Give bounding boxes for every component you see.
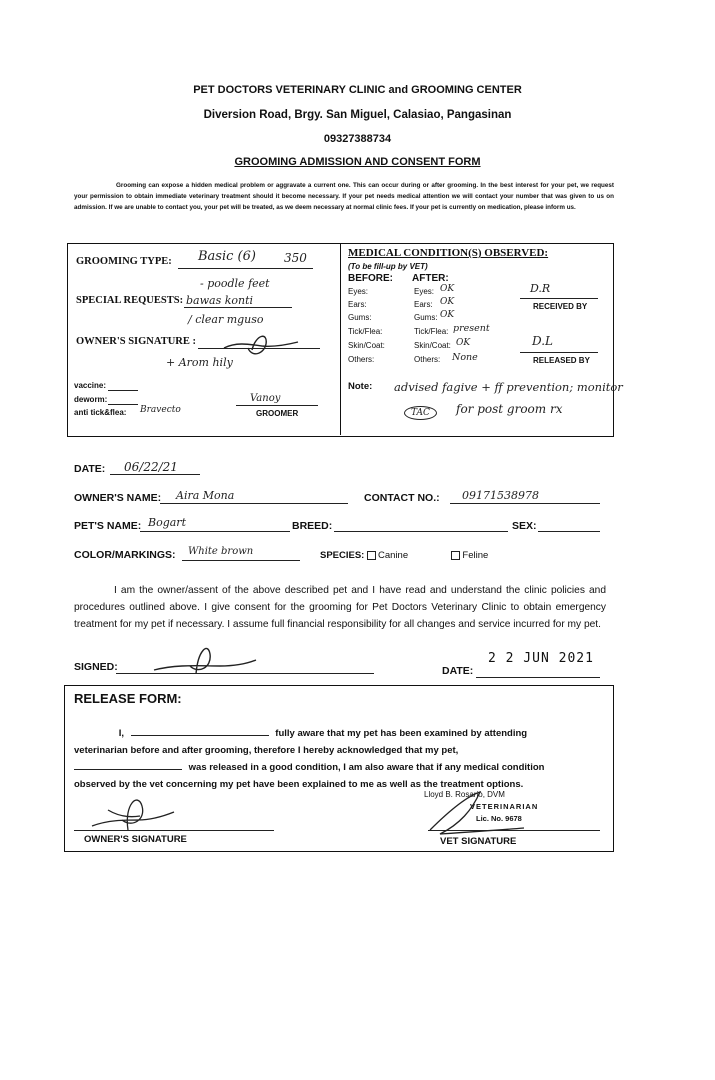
before-eyes: Eyes: (348, 287, 369, 296)
after-label: AFTER: (412, 273, 449, 284)
breed-line (334, 531, 508, 532)
owner-signature-label: OWNER'S SIGNATURE : (76, 336, 196, 347)
medical-title: MEDICAL CONDITION(S) OBSERVED: (348, 247, 549, 259)
signed-label: SIGNED: (74, 661, 118, 673)
grooming-notice: Grooming can expose a hidden medical problem or aggravate a current one. This can occur during or after grooming. In the best interest for your pet, we request your permission to obtain immediate veterinary treatment should it become necessary. If your pet needs medical attention we will contact your number that was given to us on admission. If we are unable to contact you, your pet will be treated, as we deem necessary at normal clinic fees. If your pet is currently on medication, please inform us. (74, 182, 614, 211)
owner-release-signature-line (74, 830, 274, 831)
received-by-line (520, 298, 598, 299)
grooming-price: 350 (284, 251, 307, 265)
owner-name-label: OWNER'S NAME: (74, 492, 162, 504)
released-by-line (520, 352, 598, 353)
form-title: GROOMING ADMISSION AND CONSENT FORM (234, 156, 481, 168)
special-requests-line (184, 307, 292, 308)
date-value: 06/22/21 (124, 460, 178, 474)
deworm-line (108, 404, 138, 405)
release-owner-blank (131, 735, 269, 736)
after-ears: Ears: (414, 300, 433, 309)
note-label: Note: (348, 381, 373, 392)
sex-line (538, 531, 600, 532)
before-label: BEFORE: (348, 273, 393, 284)
owner-release-signature-scribble-icon (88, 790, 178, 835)
color-markings-line (182, 560, 300, 561)
consent-text: I am the owner/assent of the above described pet and I have read and understand the clinic policies and procedures outlined above. I give consent for the grooming for Pet Doctors Veterinary Clinic to obtain emergency treatment for my pet if necessary. I assume full financial responsibility for all changes and service incurred for my pet. (74, 585, 606, 630)
release-line-3-text: was released in a good condition, I am also aware that if any medical condition (188, 762, 545, 773)
date-line (110, 474, 200, 475)
vet-signature-label: VET SIGNATURE (440, 836, 517, 847)
clinic-name: PET DOCTORS VETERINARY CLINIC and GROOMING CENTER (193, 84, 522, 96)
vet-stamp-name: Lloyd B. Rosario, DVM (424, 790, 505, 799)
after-ears-value: OK (440, 297, 455, 307)
owner-release-signature-label: OWNER'S SIGNATURE (84, 834, 187, 845)
consent-date-stamp: 2 2 JUN 2021 (488, 651, 594, 666)
before-others: Others: (348, 355, 375, 364)
medical-subtitle: (To be fill-up by VET) (348, 262, 428, 271)
after-tick-flea: Tick/Flea: (414, 327, 449, 336)
release-i-label: I, (118, 728, 124, 739)
anti-tick-label: anti tick&flea: (74, 408, 127, 417)
extra-grooming-note: + Arom hily (166, 356, 233, 369)
grooming-type-label: GROOMING TYPE: (76, 256, 172, 267)
grooming-type-value: Basic (6) (198, 249, 256, 264)
before-tick-flea: Tick/Flea: (348, 327, 383, 336)
after-others-value: None (452, 352, 478, 363)
release-line-1-text: fully aware that my pet has been examined by attending (275, 728, 528, 739)
contact-value: 09171538978 (462, 489, 539, 502)
owner-name-line (160, 503, 348, 504)
color-markings-value: White brown (188, 546, 254, 557)
deworm-label: deworm: (74, 395, 108, 404)
release-line-2: veterinarian before and after grooming, therefore I hereby acknowledged that my pet, (74, 745, 459, 756)
after-eyes: Eyes: (414, 287, 435, 296)
pet-name-label: PET'S NAME: (74, 520, 142, 532)
vet-signature-line (428, 830, 600, 831)
color-markings-label: COLOR/MARKINGS: (74, 549, 176, 561)
date-label: DATE: (74, 463, 106, 475)
before-skin-coat: Skin/Coat: (348, 341, 385, 350)
owner-name-value: Aira Mona (176, 489, 235, 502)
species-label: SPECIES: (320, 550, 365, 561)
note-line-1: advised fagive + ff prevention; monitor (394, 380, 623, 394)
received-by-label: RECEIVED BY (533, 302, 588, 311)
release-line-4: observed by the vet concerning my pet have been explained to me as well as the treatment options. (74, 779, 524, 790)
release-pet-blank (74, 769, 182, 770)
before-gums: Gums: (348, 313, 372, 322)
after-gums-value: OK (440, 310, 455, 320)
species-field (320, 550, 488, 561)
note-circled-text: TAC (404, 406, 437, 420)
consent-date-line (476, 677, 600, 678)
after-gums: Gums: (414, 313, 438, 322)
special-request-line-2: bawas konti (186, 294, 254, 307)
feline-option: Feline (462, 550, 489, 561)
groomer-line (236, 405, 318, 406)
special-request-line-3: / clear mguso (188, 313, 264, 326)
canine-checkbox[interactable] (367, 551, 376, 560)
grooming-type-line (178, 268, 313, 269)
contact-line (450, 503, 600, 504)
pet-name-line (140, 531, 290, 532)
released-by-label: RELEASED BY (533, 356, 590, 365)
contact-label: CONTACT NO.: (364, 492, 440, 504)
after-eyes-value: OK (440, 284, 455, 294)
owner-signature-scribble-icon (222, 330, 302, 360)
special-requests-label: SPECIAL REQUESTS: (76, 295, 184, 306)
after-skin-coat: Skin/Coat: (414, 341, 451, 350)
before-ears: Ears: (348, 300, 367, 309)
vet-signature-scribble-icon (420, 790, 530, 840)
release-line-3 (74, 759, 608, 776)
received-by-initials: D.R (530, 282, 551, 295)
pet-name-value: Bogart (148, 516, 186, 529)
consent-signature-scribble-icon (150, 640, 260, 680)
vet-stamp-title: VETERINARIAN (470, 802, 539, 811)
after-skin-coat-value: OK (456, 338, 471, 348)
note-line-2: for post groom rx (456, 402, 563, 416)
released-by-initials: D.L (532, 334, 553, 348)
section-divider (340, 243, 341, 435)
groomer-label: GROOMER (256, 409, 299, 418)
special-request-line-1: - poodle feet (200, 277, 270, 290)
release-form-title: RELEASE FORM: (74, 691, 182, 706)
clinic-address: Diversion Road, Brgy. San Miguel, Calasiao, Pangasinan (203, 109, 512, 121)
release-line-1 (74, 725, 608, 742)
vaccine-label: vaccine: (74, 381, 107, 390)
breed-label: BREED: (292, 520, 333, 532)
groomer-name: Vanoy (250, 393, 281, 404)
after-tick-flea-value: present (453, 323, 490, 334)
sex-label: SEX: (512, 520, 537, 532)
canine-option: Canine (378, 550, 409, 561)
feline-checkbox[interactable] (451, 551, 460, 560)
after-others: Others: (414, 355, 441, 364)
clinic-phone: 09327388734 (323, 133, 392, 145)
consent-date-label: DATE: (442, 665, 474, 677)
vet-stamp-license: Lic. No. 9678 (476, 814, 522, 823)
vaccine-line (108, 390, 138, 391)
anti-tick-value: Bravecto (140, 405, 181, 415)
